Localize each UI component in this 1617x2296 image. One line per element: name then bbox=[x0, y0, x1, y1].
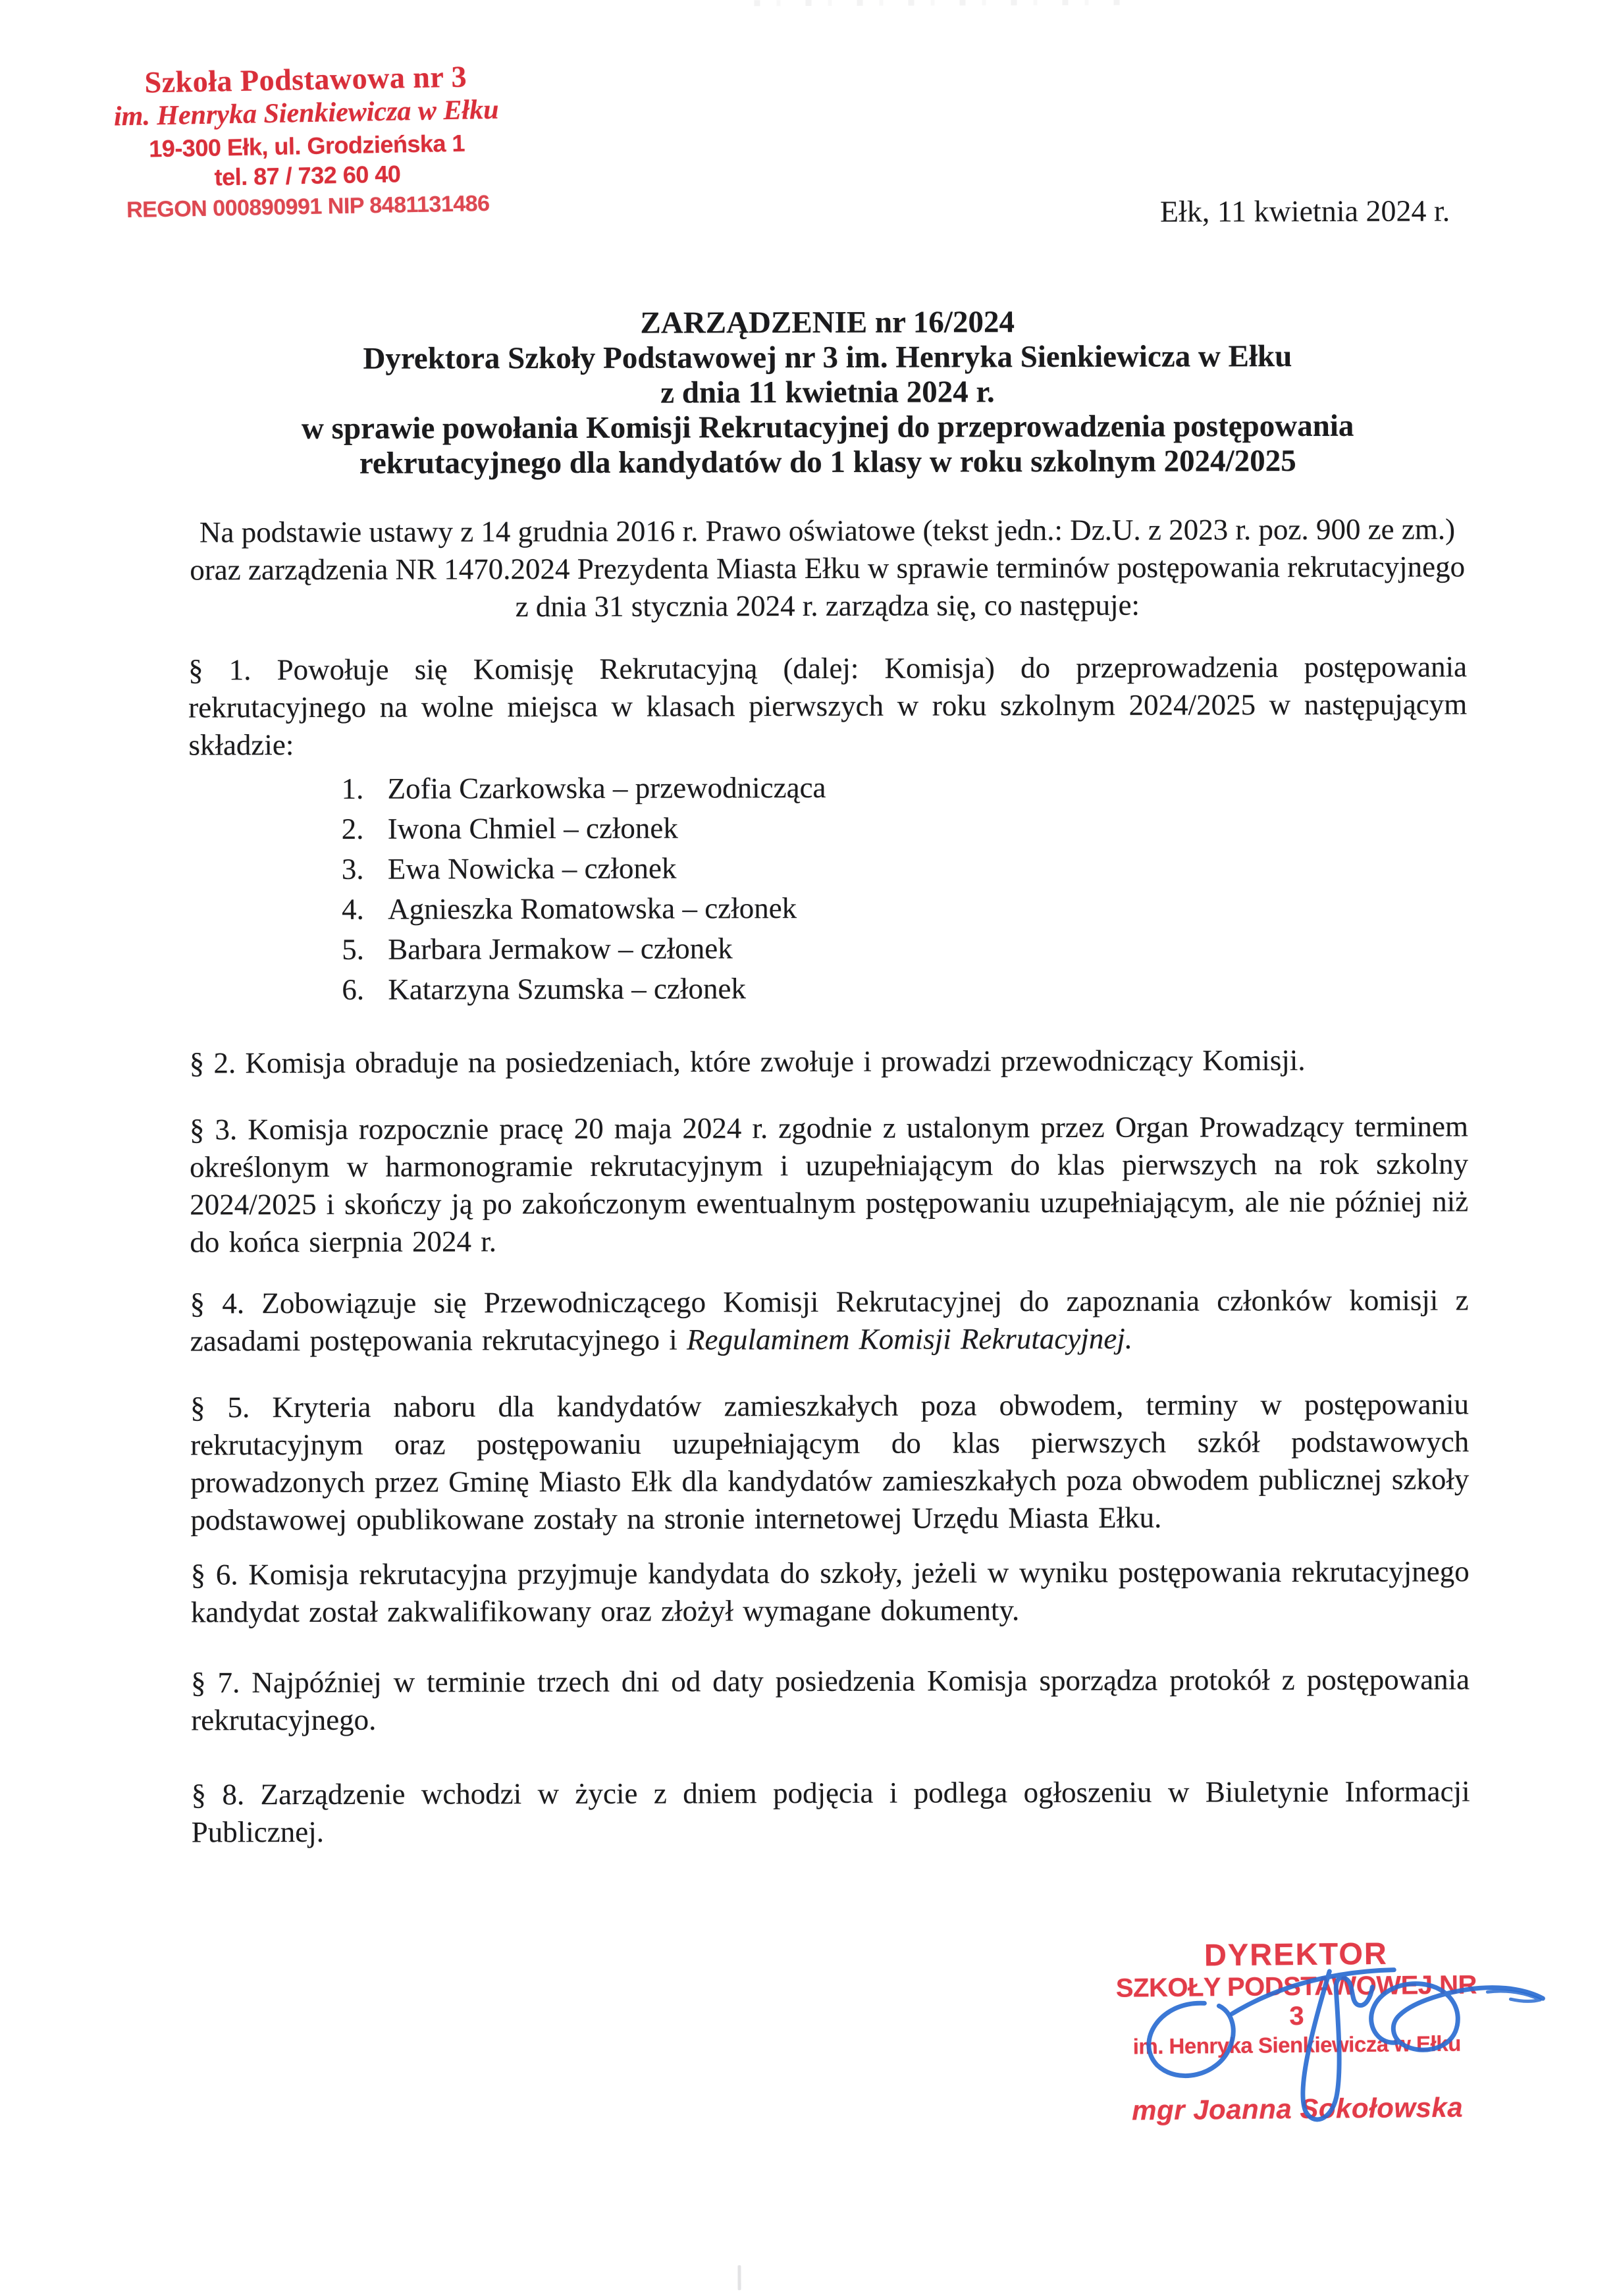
document-body bbox=[188, 510, 1470, 1851]
list-item bbox=[342, 886, 1468, 929]
list-item bbox=[342, 846, 1468, 889]
dateline: Ełk, 11 kwietnia 2024 r. bbox=[1159, 194, 1450, 228]
section-7: § 7. Najpóźniej w terminie trzech dni od daty posiedzenia Komisja sporządza protokół z postępowania rekrutacyjnego. bbox=[191, 1663, 1470, 1737]
section-5: § 5. Kryteria naboru dla kandydatów zamieszkałych poza obwodem, terminy w postępowaniu rekrutacyjnym oraz postępowaniu uzupełniającym do klas pierwszych szkół podstawowych prowadzonych przez Gminę Miasto Ełk dla kandydatów zamieszkałych poza obwodem publicznej szkoły podstawowej opublikowane zostały na stronie internetowej Urzędu Miasta Ełku. bbox=[190, 1387, 1470, 1537]
title-block bbox=[189, 304, 1467, 481]
section-3: § 3. Komisja rozpocznie pracę 20 maja 2024 r. zgodnie z ustalonym przez Organ Prowadzący terminem określonym w harmonogramie rekrutacyjnym i uzupełniającym do klas pierwszych na rok szkolny 2024/2025 i skończy ją po zakończonym ewentualnym postępowaniu uzupełniającym, ale nie później niż do końca sierpnia 2024 r. bbox=[189, 1109, 1469, 1259]
title-line-1: ZARZĄDZENIE nr 16/2024 bbox=[640, 305, 1015, 340]
signature-stroke-left-curve bbox=[1149, 2003, 1234, 2076]
list-item-number: 2. bbox=[341, 812, 364, 845]
section-2: § 2. Komisja obraduje na posiedzeniach, które zwołuje i prowadzi przewodniczący Komisji. bbox=[189, 1044, 1306, 1080]
section-4-text: § 4. Zobowiązuje się Przewodniczącego Komisji Rekrutacyjnej do zapoznania członków komisji z zasadami postępowania rekrutacyjnego i bbox=[190, 1283, 1469, 1358]
committee-member: Barbara Jermakow – członek bbox=[388, 932, 733, 966]
preamble: Na podstawie ustawy z 14 grudnia 2016 r. Prawo oświatowe (tekst jedn.: Dz.U. z 2023 r. poz. 900 ze zm.) oraz zarządzenia NR 1470.2024 Prezydenta Miasta Ełku w sprawie terminów postępowania rekrutacyjnego z dnia 31 stycznia 2024 r. zarządza się, co następuje: bbox=[190, 512, 1466, 624]
title-line-5: rekrutacyjnego dla kandydatów do 1 klasy w roku szkolnym 2024/2025 bbox=[359, 444, 1296, 481]
section-1: § 1. Powołuje się Komisję Rekrutacyjną (dalej: Komisja) do przeprowadzenia postępowania rekrutacyjnego na wolne miejsca w klasach pierwszych w roku szkolnym 2024/2025 w następującym składzie: bbox=[188, 650, 1468, 762]
scan-artifact-bottom bbox=[737, 2265, 741, 2290]
list-item-number: 3. bbox=[341, 852, 364, 886]
handwritten-signature bbox=[1119, 1962, 1556, 2137]
director-title: DYREKTOR bbox=[1204, 1935, 1389, 1973]
school-name: Szkoła Podstawowa nr 3 bbox=[144, 59, 467, 99]
title-line-4: w sprawie powołania Komisji Rekrutacyjnej do przeprowadzenia postępowania bbox=[301, 408, 1354, 446]
school-patron: im. Henryka Sienkiewicza w Ełku bbox=[113, 94, 499, 132]
list-item-number: 1. bbox=[341, 772, 364, 805]
director-school: SZKOŁY PODSTAWOWEJ NR 3 bbox=[1115, 1970, 1477, 2031]
committee-member: Katarzyna Szumska – członek bbox=[388, 972, 746, 1006]
committee-list bbox=[341, 766, 1468, 1009]
list-item-number: 6. bbox=[342, 973, 365, 1006]
section-4 bbox=[190, 1281, 1469, 1360]
list-item bbox=[342, 806, 1468, 849]
title-line-2: Dyrektora Szkoły Podstawowej nr 3 im. Henryka Sienkiewicza w Ełku bbox=[363, 339, 1292, 376]
school-regon-nip: REGON 000890991 NIP 8481131486 bbox=[126, 190, 490, 223]
school-phone: tel. 87 / 732 60 40 bbox=[214, 160, 401, 191]
scan-artifact-top bbox=[754, 0, 1136, 6]
school-address: 19-300 Ełk, ul. Grodzieńska 1 bbox=[148, 129, 465, 163]
committee-member: Agnieszka Romatowska – członek bbox=[387, 892, 797, 926]
title-line-3: z dnia 11 kwietnia 2024 r. bbox=[660, 375, 995, 410]
director-name: mgr Joanna Sokołowska bbox=[1131, 2091, 1464, 2126]
committee-member: Zofia Czarkowska – przewodnicząca bbox=[387, 770, 826, 805]
director-school-patron: im. Henryka Sienkiewicza w Ełku bbox=[1132, 2031, 1461, 2059]
list-item bbox=[342, 967, 1468, 1009]
list-item-number: 4. bbox=[341, 892, 364, 926]
section-4-italic-reference: Regulaminem Komisji Rekrutacyjnej. bbox=[686, 1322, 1133, 1356]
list-item bbox=[341, 766, 1467, 809]
committee-member: Iwona Chmiel – członek bbox=[387, 811, 678, 845]
signature-stroke-j-loop bbox=[1232, 1970, 1394, 2120]
section-6: § 6. Komisja rekrutacyjna przyjmuje kandydata do szkoły, jeżeli w wyniku postępowania rekrutacyjnego kandydat został zakwalifikowany oraz złożył wymagane dokumenty. bbox=[190, 1555, 1470, 1629]
list-item bbox=[342, 926, 1468, 969]
school-header-stamp bbox=[101, 58, 512, 223]
list-item-number: 5. bbox=[342, 932, 365, 966]
section-8: § 8. Zarządzenie wchodzi w życie z dniem podjęcia i podlega ogłoszeniu w Biuletynie Informacji Publicznej. bbox=[191, 1775, 1470, 1849]
committee-member: Ewa Nowicka – członek bbox=[387, 851, 677, 886]
